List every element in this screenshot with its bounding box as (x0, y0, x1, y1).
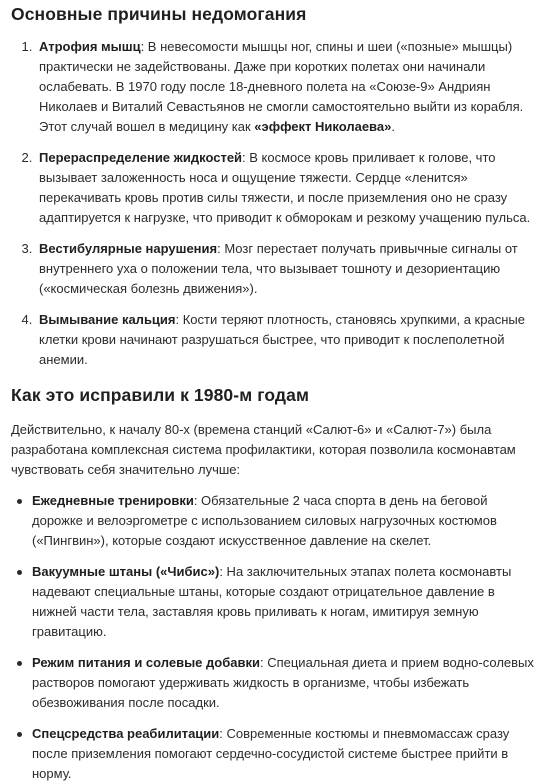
item-term: Атрофия мышц (39, 39, 141, 54)
item-text: : Кости теряют плотность, становясь хрупкими, а красные клетки крови начинают разрушаться быстрее, что приводит к послеполетной анемии. (39, 312, 525, 367)
item-text: : В невесомости мышцы ног, спины и шеи («позные» мышцы) практически не задействованы. Даже при коротких полетах они начинали ослабевать. В 1970 году после 18-дневного полета на «Союзе-9» Андриян Николаев и Виталий Севастьянов не смогли самостоятельно выйти из корабля. Этот случай вошел в медицину как (39, 39, 524, 134)
item-text: : Обязательные 2 часа спорта в день на беговой дорожке и велоэргометре с использованием силовых нагрузочных костюмов («Пингвин»), которые создают искусственное давление на скелет. (32, 493, 497, 548)
item-term: Вымывание кальция (39, 312, 176, 327)
section-intro: Действительно, к началу 80-х (времена станций «Салют-6» и «Салют-7») была разработана комплексная система профилактики, которая позволила космонавтам чувствовать себя значительно лучше: (11, 422, 516, 477)
list-item (32, 724, 541, 784)
reasons-list (11, 37, 541, 370)
item-text: : На заключительных этапах полета космонавты надевают специальные штаны, которые создают отрицательное давление в нижней части тела, заставляя кровь приливать к ногам, имитируя земную гравитацию. (32, 564, 512, 639)
list-item (36, 37, 541, 137)
section-heading-fixes: Как это исправили к 1980-м годам (11, 385, 309, 405)
list-item (32, 653, 541, 713)
item-term: Режим питания и солевые добавки (32, 655, 260, 670)
list-item (32, 491, 541, 551)
item-text: : Мозг перестает получать привычные сигналы от внутреннего уха о положении тела, что вызывает тошноту и дезориентацию («космическая болезнь движения»). (39, 241, 518, 296)
section-heading-reasons: Основные причины недомогания (11, 4, 307, 24)
list-item (36, 239, 541, 299)
item-term: Ежедневные тренировки (32, 493, 194, 508)
item-text: : Специальная диета и прием водно-солевых растворов помогают удерживать жидкость в организме, чтобы избежать обезвоживания после посадки. (32, 655, 534, 710)
item-text-end: . (391, 119, 395, 134)
item-term: Вестибулярные нарушения (39, 241, 218, 256)
list-item (36, 148, 541, 228)
item-text: : В космосе кровь приливает к голове, что вызывает заложенность носа и ощущение тяжести. Сердце «ленится» перекачивать кровь против силы тяжести, и после приземления оно не сразу адаптируется к нагрузке, что приводит к обморокам и резкому учащению пульса. (39, 150, 531, 225)
fixes-list (11, 491, 541, 784)
list-item (32, 562, 541, 642)
item-highlight: «эффект Николаева» (254, 119, 392, 134)
item-term: Вакуумные штаны («Чибис») (32, 564, 220, 579)
list-item (36, 310, 541, 370)
item-term: Спецсредства реабилитации (32, 726, 220, 741)
item-term: Перераспределение жидкостей (39, 150, 243, 165)
item-text: : Современные костюмы и пневмомассаж сразу после приземления помогают сердечно-сосудистой системе быстрее прийти в норму. (32, 726, 510, 781)
